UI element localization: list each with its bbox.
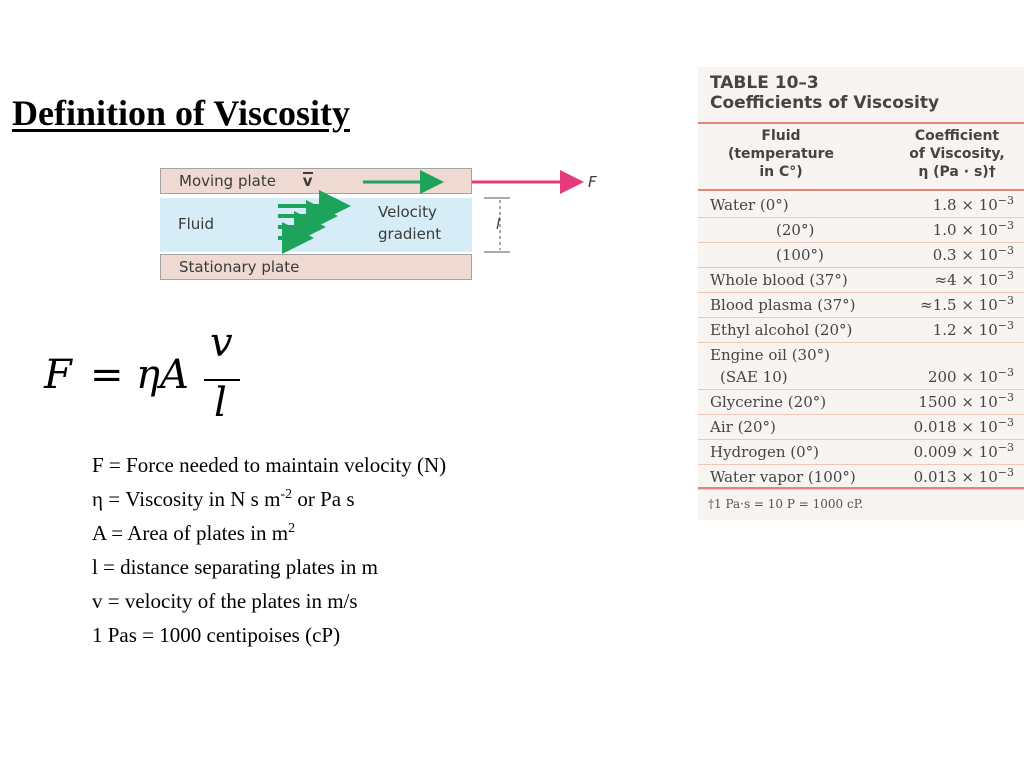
diagram-arrows	[158, 164, 618, 288]
table-row: (20°) $1.0 \times 10^{-3}$	[698, 218, 1024, 243]
distance-label: l	[496, 215, 501, 233]
def-distance: l = distance separating plates in m	[92, 555, 378, 579]
variable-definitions	[92, 448, 446, 652]
page-title: Definition of Viscosity	[12, 93, 350, 133]
table-body	[698, 193, 1024, 490]
formula-coefficient: ηA	[136, 352, 189, 398]
column-header-fluid: Fluid (temperature in C°)	[727, 128, 835, 180]
fluid-label: Fluid	[178, 215, 214, 233]
formula-equals: =	[90, 352, 124, 398]
table-row: Blood plasma (37°) $\approx 1.5 \times 10^{-3}$	[698, 293, 1024, 318]
def-conversion: 1 Pas = 1000 centipoises (cP)	[92, 623, 341, 647]
velocity-symbol: v	[302, 172, 313, 190]
formula-denominator: l	[214, 380, 227, 426]
def-area: A = Area of plates in $m^2$	[92, 521, 296, 545]
moving-plate-label: Moving plate	[179, 172, 276, 190]
def-viscosity: η = Viscosity in N s $m^{-2}$ or Pa s	[92, 487, 355, 511]
table-row: Engine oil (30°) (SAE 10) $200 \times 10^{-3}$	[698, 343, 1024, 390]
table-row: Water (0°) $1.8 \times 10^{-3}$	[698, 193, 1024, 218]
formula-lhs: F	[44, 352, 72, 398]
column-header-coefficient: Coefficient of Viscosity, η (Pa · s)†	[909, 128, 1005, 180]
stationary-plate-label: Stationary plate	[179, 258, 300, 276]
table-number: TABLE 10–3	[710, 73, 819, 93]
viscosity-diagram	[158, 164, 618, 288]
velocity-gradient-line2: gradient	[378, 225, 442, 243]
def-velocity: v = velocity of the plates in m/s	[92, 589, 358, 613]
table-title	[698, 67, 1024, 119]
table-row: Air (20°) $0.018 \times 10^{-3}$	[698, 415, 1024, 440]
table-footnote: †1 Pa·s = 10 P = 1000 cP.	[708, 497, 864, 511]
viscosity-formula	[44, 320, 274, 430]
velocity-gradient-line1: Velocity	[378, 203, 437, 221]
formula-numerator: v	[210, 320, 233, 366]
force-label: F	[588, 173, 597, 191]
table-row: Ethyl alcohol (20°) $1.2 \times 10^{-3}$	[698, 318, 1024, 343]
table-row: (100°) $0.3 \times 10^{-3}$	[698, 243, 1024, 268]
table-row: Whole blood (37°) $\approx 4 \times 10^{-3}$	[698, 268, 1024, 293]
table-row: Water vapor (100°) $0.013 \times 10^{-3}$	[698, 465, 1024, 490]
viscosity-table	[698, 67, 1024, 520]
table-row: Hydrogen (0°) $0.009 \times 10^{-3}$	[698, 440, 1024, 465]
table-row: Glycerine (20°) $1500 \times 10^{-3}$	[698, 390, 1024, 415]
def-force: F = Force needed to maintain velocity (N)	[92, 453, 447, 477]
table-caption: Coefficients of Viscosity	[710, 93, 940, 113]
